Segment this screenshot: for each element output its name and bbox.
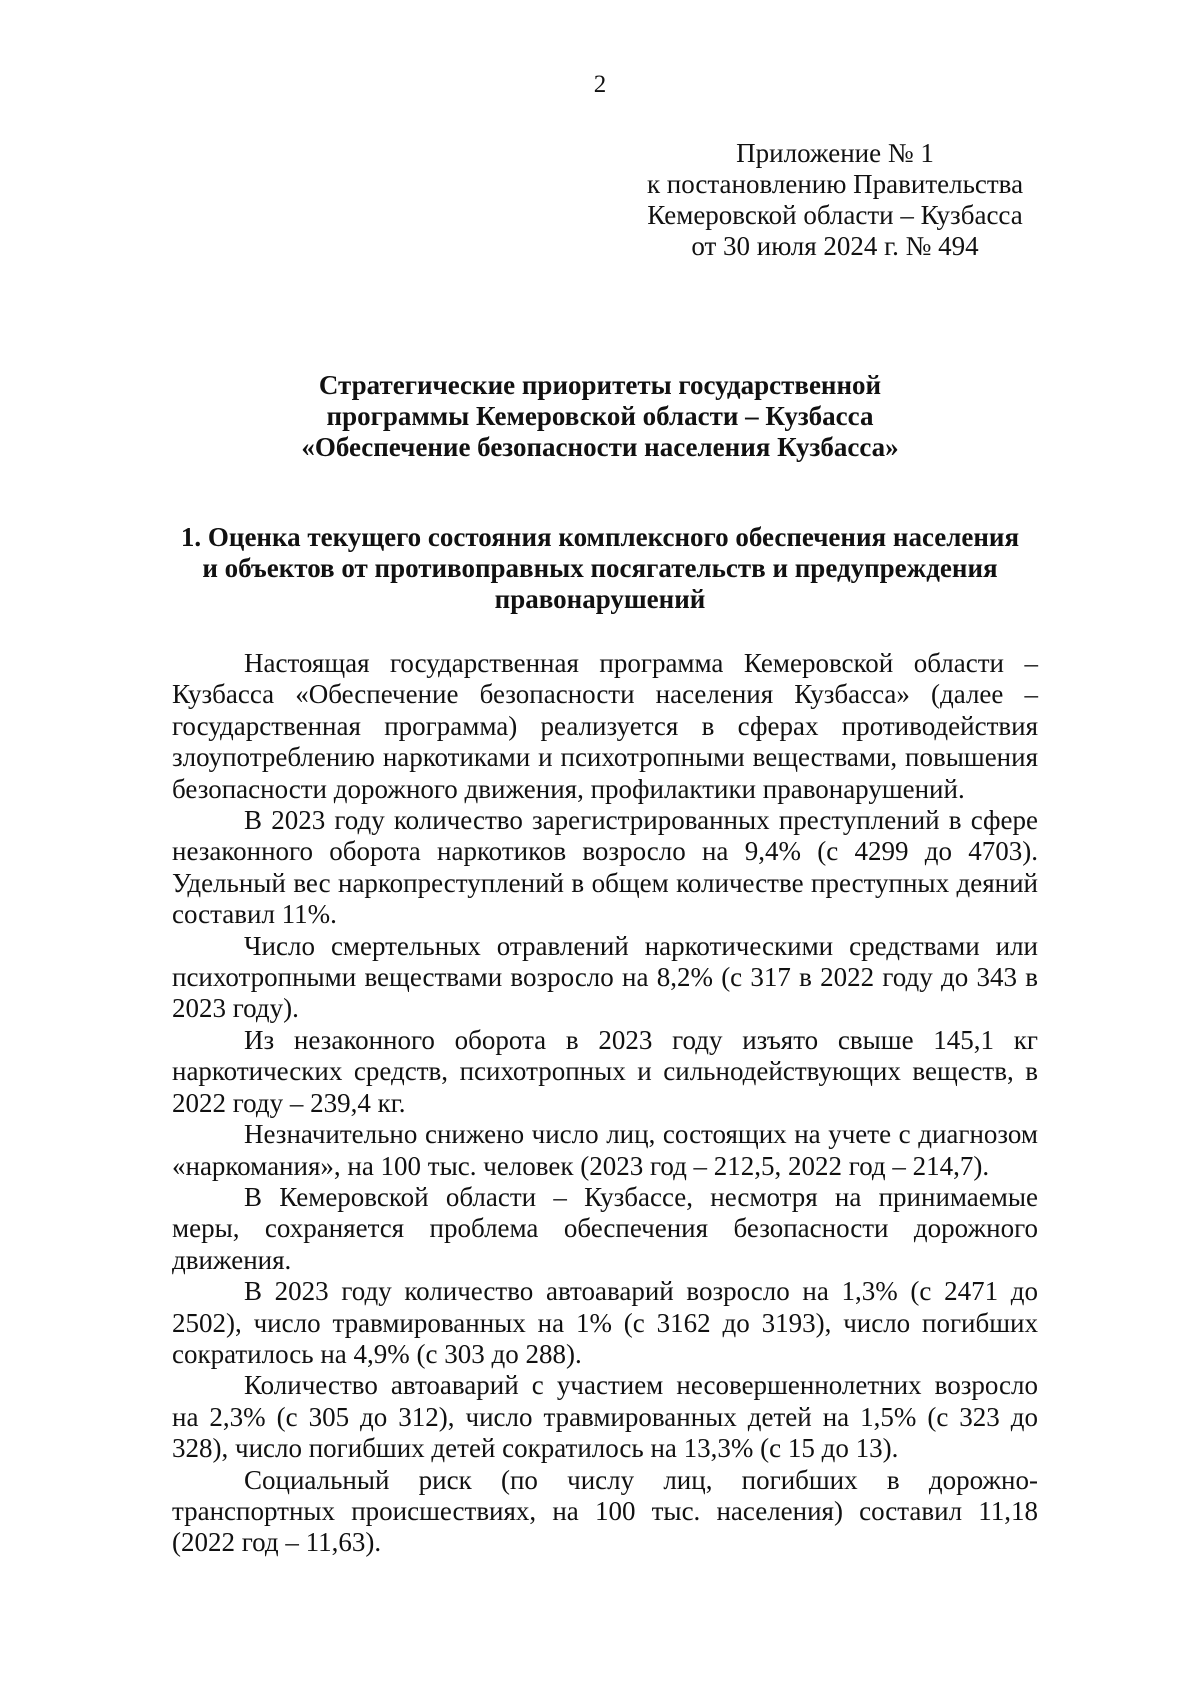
paragraph: Незначительно снижено число лиц, состоящих на учете с диагнозом «наркомания», на 100 тыс. человек (2023 год – 212,5, 2022 год – 214,7). <box>172 1119 1038 1181</box>
section-heading-line: и объектов от противоправных посягательств и предупреждения <box>202 553 998 583</box>
page-number: 2 <box>593 71 607 98</box>
paragraph: Количество автоаварий с участием несовершеннолетних возросло на 2,3% (с 305 до 312), число травмированных детей на 1,5% (с 323 до 328), число погибших детей сократилось на 13,3% (с 15 до 13). <box>172 1370 1038 1464</box>
appendix-header <box>630 138 1040 262</box>
section-heading-line: 1. Оценка текущего состояния комплексного обеспечения населения <box>180 522 1020 552</box>
paragraph: Настоящая государственная программа Кемеровской области – Кузбасса «Обеспечение безопасности населения Кузбасса» (далее – государственная программа) реализуется в сферах противодействия злоупотреблению наркотиками и психотропными веществами, повышения безопасности дорожного движения, профилактики правонарушений. <box>172 648 1038 804</box>
appendix-line: Приложение № 1 <box>736 138 934 168</box>
appendix-line: от 30 июля 2024 г. № 494 <box>691 231 979 261</box>
appendix-line: к постановлению Правительства <box>646 169 1024 199</box>
paragraph: Из незаконного оборота в 2023 году изъято свыше 145,1 кг наркотических средств, психотропных и сильнодействующих веществ, в 2022 году – 239,4 кг. <box>172 1024 1038 1118</box>
title-line: «Обеспечение безопасности населения Кузбасса» <box>301 432 899 462</box>
title-line: программы Кемеровской области – Кузбасса <box>326 401 874 431</box>
paragraph: Число смертельных отравлений наркотическими средствами или психотропными веществами возросло на 8,2% (с 317 в 2022 году до 343 в 2023 году). <box>172 930 1038 1024</box>
paragraph: В 2023 году количество автоаварий возросло на 1,3% (с 2471 до 2502), число травмированных на 1% (с 3162 до 3193), число погибших сократилось на 4,9% (с 303 до 288). <box>172 1276 1038 1369</box>
document-title <box>160 370 1040 463</box>
appendix-line: Кемеровской области – Кузбасса <box>647 200 1023 230</box>
section-heading-line: правонарушений <box>494 584 706 614</box>
section-heading <box>160 522 1040 615</box>
title-line: Стратегические приоритеты государственной <box>318 370 882 400</box>
paragraph: Социальный риск (по числу лиц, погибших в дорожно-транспортных происшествиях, на 100 тыс. населения) составил 11,18 (2022 год – 11,63). <box>172 1464 1038 1558</box>
paragraph: В 2023 году количество зарегистрированных преступлений в сфере незаконного оборота наркотиков возросло на 9,4% (с 4299 до 4703). Удельный вес наркопреступлений в общем количестве преступных деяний составил 11%. <box>172 805 1038 930</box>
body-text <box>172 648 1038 1559</box>
paragraph: В Кемеровской области – Кузбассе, несмотря на принимаемые меры, сохраняется проблема обеспечения безопасности дорожного движения. <box>172 1181 1038 1275</box>
